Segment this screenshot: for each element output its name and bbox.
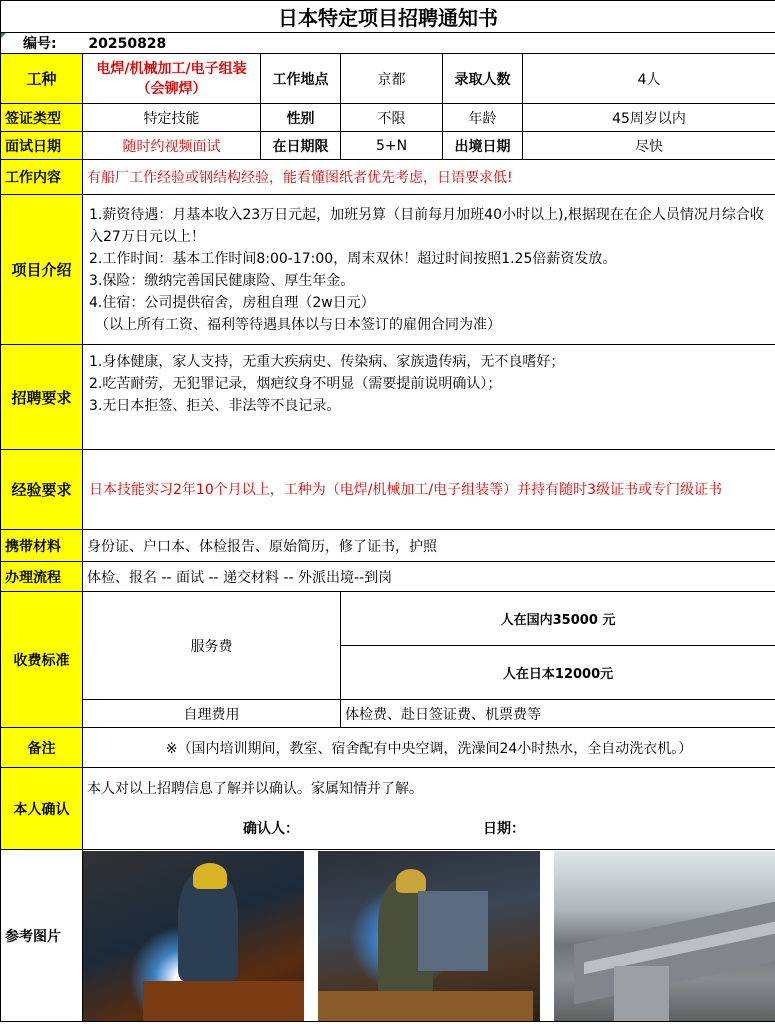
self-confirm-content <box>83 768 775 850</box>
project-line: 2.工作时间：基本工作时间8:00-17:00，周末双休！超过时间按照1.25倍薪资发放。 <box>89 250 617 267</box>
exit-date-label: 出境日期 <box>443 132 523 160</box>
number-row <box>1 33 775 54</box>
age-value: 45周岁以内 <box>523 104 775 132</box>
project-line: （以上所有工资、福利等待遇具体以与日本签订的雇佣合同为准） <box>95 316 501 333</box>
materials-label: 携带材料 <box>1 530 83 562</box>
experience-label: 经验要求 <box>1 450 83 530</box>
materials-value: 身份证、户口本、体检报告、原始简历，修了证书，护照 <box>83 530 775 562</box>
self-cost-value: 体检费、赴日签证费、机票费等 <box>341 700 775 728</box>
project-intro-content <box>83 195 775 345</box>
work-content-label: 工作内容 <box>1 160 83 195</box>
recruit-requirements-content <box>83 345 775 450</box>
remark-label: 备注 <box>1 728 83 768</box>
experience-value: 日本技能实习2年10个月以上，工种为（电焊/机械加工/电子组装等）并持有随时3级证书或专门级证书 <box>83 450 775 530</box>
remark-value: ※（国内培训期间，教室、宿舍配有中央空调，洗澡间24小时热水，全自动洗衣机。） <box>83 728 775 768</box>
requirement-line: 2.吃苦耐劳，无犯罪记录，烟疤纹身不明显（需要提前说明确认）； <box>89 376 502 392</box>
gender-label: 性别 <box>261 104 341 132</box>
visa-type-value: 特定技能 <box>83 104 261 132</box>
location-label: 工作地点 <box>261 54 341 104</box>
welder-photo-1 <box>83 851 304 1021</box>
project-line: 3.保险：缴纳完善国民健康险、厚生年金。 <box>89 272 355 289</box>
project-intro-label: 项目介绍 <box>1 195 83 345</box>
interview-date-value: 随时约视频面试 <box>83 132 261 160</box>
project-line: 1.薪资待遇：月基本收入23万日元起，加班另算（目前每月加班40小时以上),根据现在在企人员情况月综合收入27万日元以上！ <box>89 206 764 245</box>
visa-type-label: 签证类型 <box>1 104 83 132</box>
stay-term-value: 5+N <box>341 132 443 160</box>
hire-count-label: 录取人数 <box>443 54 523 104</box>
fees-label: 收费标准 <box>1 592 83 728</box>
stay-term-label: 在日期限 <box>261 132 341 160</box>
age-label: 年龄 <box>443 104 523 132</box>
requirement-line: 3.无日本拒签、拒关、非法等不良记录。 <box>89 398 341 414</box>
self-cost-label: 自理费用 <box>83 700 341 728</box>
gender-value: 不限 <box>341 104 443 132</box>
number-value: 20250828 <box>88 36 167 52</box>
confirm-statement: 本人对以上招聘信息了解并以确认。家属知情并了解。 <box>87 781 423 797</box>
requirement-line: 1.身体健康，家人支持，无重大疾病史、传染病、家族遗传病，无不良嗜好； <box>89 354 565 370</box>
date-label: 日期： <box>483 821 525 837</box>
process-value: 体检、报名 -- 面试 -- 递交材料 -- 外派出境--到岗 <box>83 562 775 592</box>
reference-pictures-label: 参考图片 <box>1 850 83 1022</box>
exit-date-value: 尽快 <box>523 132 775 160</box>
steel-structure-photo <box>554 851 775 1021</box>
self-confirm-label: 本人确认 <box>1 768 83 850</box>
fee-domestic: 人在国内35000 元 <box>341 592 775 646</box>
fee-japan: 人在日本12000元 <box>341 646 775 700</box>
work-content-value: 有船厂工作经验或钢结构经验，能看懂图纸者优先考虑，日语要求低! <box>83 160 775 195</box>
notice-title: 日本特定项目招聘通知书 <box>1 1 775 33</box>
location-value: 京都 <box>341 54 443 104</box>
job-type-label: 工种 <box>1 54 83 104</box>
job-type-value: 电焊/机械加工/电子组装（会铆焊） <box>83 54 261 104</box>
interview-date-label: 面试日期 <box>1 132 83 160</box>
project-line: 4.住宿：公司提供宿舍，房租自理（2w日元） <box>89 294 375 311</box>
number-label: 编号: <box>23 36 57 52</box>
reference-pictures <box>83 850 775 1022</box>
service-fee-label: 服务费 <box>83 592 341 700</box>
signer-label: 确认人： <box>243 821 299 837</box>
recruit-requirements-label: 招聘要求 <box>1 345 83 450</box>
process-label: 办理流程 <box>1 562 83 592</box>
hire-count-value: 4人 <box>523 54 775 104</box>
welder-photo-2 <box>318 851 539 1021</box>
cell-marker-icon <box>1 33 6 38</box>
